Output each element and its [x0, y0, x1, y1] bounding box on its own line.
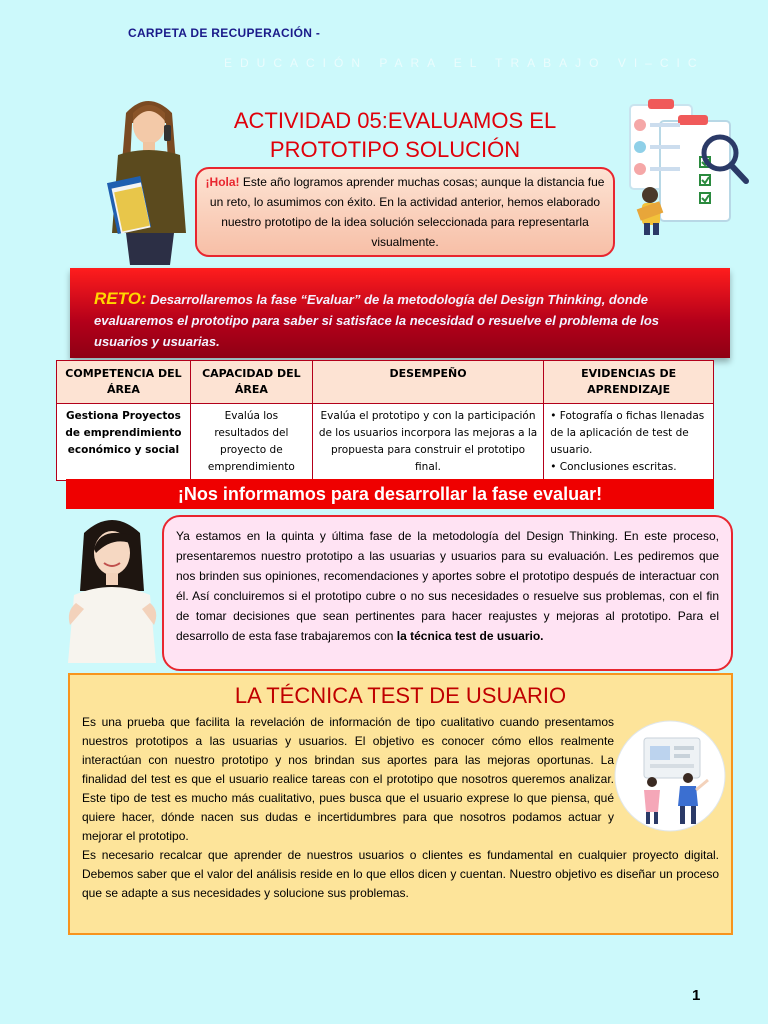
reto-banner	[70, 268, 730, 358]
info-text: Ya estamos en la quinta y última fase de la metodología del Design Thinking. En este proceso, presentaremos nuestro prototipo a las usuarias y usuarios para su evaluación. Les pediremos que nos brinden sus opiniones, recomendaciones y aportes sobre el prototipo después de interactuar con él. Así concluiremos si el prototipo cubre o no sus necesidades o resuelve sus problemas, con el fin de tomar decisiones que sean pertinentes para hacer reajustes y mejoras al prototipo. Para el desarrollo de esta fase trabajaremos con	[176, 529, 719, 643]
tecnica-title: LA TÉCNICA TEST DE USUARIO	[234, 683, 567, 708]
tecnica-paragraph-1: Es una prueba que facilita la revelación de información de tipo cualitativo cuando presentamos nuestros prototipos a las usuarias y usuarios. El objetivo es conocer cómo ellos realmente interactúan con nuestro prototipo y nos brindan sus aportes para las mejoras oportunas. La finalidad del test es que el usuario realice tareas con el prototipo que nosotros queremos analizar. Este tipo de test es mucho más cualitativo, pues busca que el usuario exprese lo que piensa, qué quiere hacer, dónde nacen sus dudas e incertidumbres para que nosotros podamos actuar y mejorar el prototipo.	[82, 715, 614, 843]
tecnica-paragraph-2: Es necesario recalcar que aprender de nuestros usuarios o clientes es fundamental en cualquier proyecto digital. Debemos saber que el valor del análisis reside en lo que ellos dicen y cuentan. Nuestro objetivo es diseñar un proceso que se adapte a sus necesidades y solucione sus problemas.	[82, 848, 719, 900]
hola-greeting: ¡Hola!	[205, 175, 240, 189]
intro-text: Este año logramos aprender muchas cosas; aunque la distancia fue un reto, lo asumimos con éxito. En la actividad anterior, hemos elaborado nuestro prototipo de la idea solución seleccionada para representarla visualmente.	[209, 175, 605, 249]
page-number: 1	[692, 987, 701, 1004]
activity-title	[180, 106, 610, 164]
header-subtitle: EDUCACIÓN PARA EL TRABAJO VI–CIC	[224, 56, 705, 70]
cell-evidencias	[544, 404, 714, 481]
info-banner: ¡Nos informamos para desarrollar la fase evaluar!	[66, 479, 714, 509]
info-bold-text: la técnica test de usuario.	[396, 629, 544, 643]
evidencia-item: • Conclusiones escritas.	[550, 459, 707, 476]
table-row	[57, 404, 714, 481]
header-capacidad: CAPACIDAD DEL ÁREA	[190, 361, 312, 404]
header-title: CARPETA DE RECUPERACIÓN -	[128, 26, 321, 40]
woman-pointing-illustration	[60, 513, 164, 663]
reto-text: Desarrollaremos la fase “Evaluar” de la metodología del Design Thinking, donde evaluaremos el prototipo para saber si satisface la necesidad o resuelve el problema de los usuarios y usuarias.	[94, 292, 660, 349]
evidencia-item: • Fotografía o fichas llenadas de la aplicación de test de usuario.	[550, 408, 707, 459]
cell-competencia: Gestiona Proyectos de emprendimiento económico y social	[57, 404, 191, 481]
header-desempeno: DESEMPEÑO	[312, 361, 543, 404]
clipboard-evaluation-illustration	[610, 95, 750, 235]
intro-box	[195, 167, 615, 257]
cell-capacidad: Evalúa los resultados del proyecto de emprendimiento	[190, 404, 312, 481]
activity-title-line1: ACTIVIDAD 05:EVALUAMOS EL	[233, 108, 557, 133]
header-competencia: COMPETENCIA DEL ÁREA	[57, 361, 191, 404]
activity-title-line2: PROTOTIPO SOLUCIÓN	[269, 137, 521, 162]
table-header-row	[57, 361, 714, 404]
header-evidencias: EVIDENCIAS DE APRENDIZAJE	[544, 361, 714, 404]
user-test-illustration	[614, 720, 726, 832]
cell-desempeno: Evalúa el prototipo y con la participación de los usuarios incorpora las mejoras a la propuesta para construir el prototipo final.	[312, 404, 543, 481]
reto-label: RETO:	[94, 289, 147, 308]
competency-table	[56, 360, 714, 481]
info-text-box	[162, 515, 733, 671]
